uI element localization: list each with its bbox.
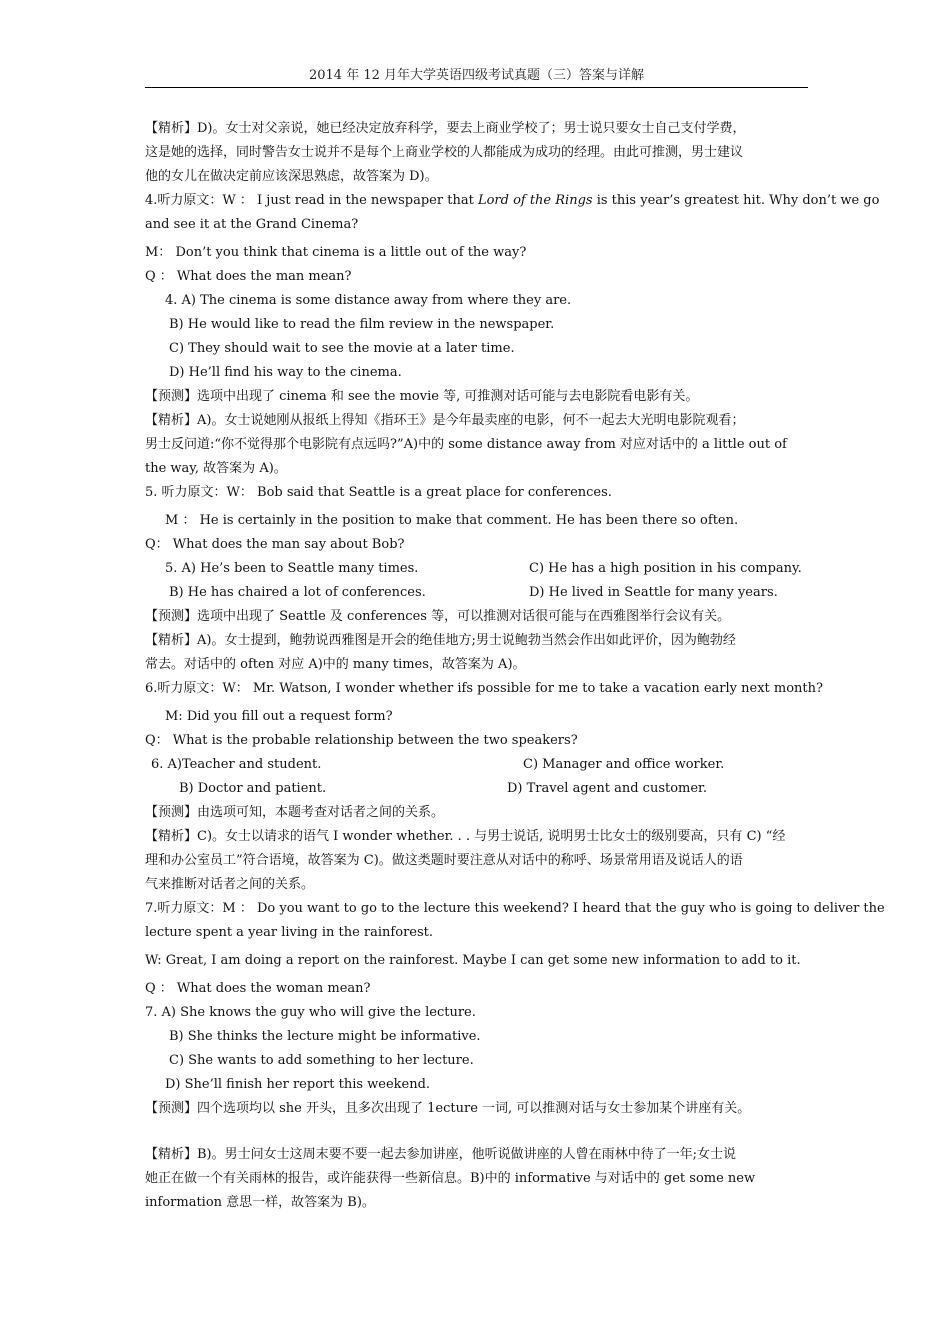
q4-option-c: C) They should wait to see the movie at a later time. bbox=[169, 341, 515, 356]
q6-option-d: D) Travel agent and customer. bbox=[507, 781, 707, 796]
q4-question: Q ： What does the man mean? bbox=[145, 269, 352, 284]
q6-transcript-woman: 6.听力原文：W： Mr. Watson, I wonder whether ifs possible for me to take a vacation early next month? bbox=[145, 681, 823, 696]
q7-option-a: 7. A) She knows the guy who will give the lecture. bbox=[145, 1005, 476, 1020]
q4-transcript-woman-cont: and see it at the Grand Cinema? bbox=[145, 217, 359, 232]
q4-analysis-line2: 男士反问道:“你不觉得那个电影院有点远吗?”A)中的 some distance away from 对应对话中的 a little out of bbox=[145, 437, 787, 452]
q6-options-row2 bbox=[145, 777, 810, 801]
q7-option-b: B) She thinks the lecture might be informative. bbox=[169, 1029, 481, 1044]
q5-question: Q： What does the man say about Bob? bbox=[145, 537, 405, 552]
q6-analysis-line2: 理和办公室员工”符合语境，故答案为 C)。做这类题时要注意从对话中的称呼、场景常用语及说话人的语 bbox=[145, 853, 743, 868]
analysis-q3-line1: 【精析】D)。女士对父亲说，她已经决定放弃科学，要去上商业学校了；男士说只要女士自己支付学费， bbox=[145, 121, 746, 136]
q7-prediction: 【预测】四个选项均以 she 开头，且多次出现了 1ecture 一词, 可以推测对话与女士参加某个讲座有关。 bbox=[145, 1101, 751, 1116]
q4-transcript-woman-c: is this year’s greatest hit. Why don’t we go bbox=[592, 193, 880, 208]
document-body bbox=[145, 117, 885, 1215]
page-header-title: 2014 年 12 月年大学英语四级考试真题（三）答案与详解 bbox=[308, 68, 645, 83]
q4-transcript-woman-a: 4.听力原文：W ： I just read in the newspaper that bbox=[145, 193, 478, 208]
q6-prediction: 【预测】由选项可知，本题考查对话者之间的关系。 bbox=[145, 805, 445, 820]
q5-options-row1 bbox=[145, 557, 810, 581]
q5-analysis-line2: 常去。对话中的 often 对应 A)中的 many times，故答案为 A)。 bbox=[145, 657, 526, 672]
q5-option-c: C) He has a high position in his company. bbox=[529, 561, 802, 576]
q6-option-b: B) Doctor and patient. bbox=[179, 781, 327, 796]
q6-analysis-line1: 【精析】C)。女士以请求的语气 I wonder whether. . . 与男士说话, 说明男士比女士的级别要高，只有 C) “经 bbox=[145, 829, 786, 844]
q5-option-d: D) He lived in Seattle for many years. bbox=[529, 585, 778, 600]
q5-analysis-line1: 【精析】A)。女士提到，鲍勃说西雅图是开会的绝佳地方;男士说鲍勃当然会作出如此评价，因为鲍勃经 bbox=[145, 633, 736, 648]
q5-options-row2 bbox=[145, 581, 810, 605]
q4-analysis-line1: 【精析】A)。女士说她刚从报纸上得知《指环王》是今年最卖座的电影，何不一起去大光明电影院观看； bbox=[145, 413, 745, 428]
q5-prediction: 【预测】选项中出现了 Seattle 及 conferences 等，可以推测对话很可能与在西雅图举行会议有关。 bbox=[145, 609, 731, 624]
q4-option-d: D) He’ll find his way to the cinema. bbox=[169, 365, 402, 380]
q4-option-b: B) He would like to read the film review in the newspaper. bbox=[169, 317, 555, 332]
q6-option-c: C) Manager and office worker. bbox=[523, 757, 725, 772]
q4-option-a: 4. A) The cinema is some distance away from where they are. bbox=[165, 293, 572, 308]
q4-analysis-line3: the way, 故答案为 A)。 bbox=[145, 461, 287, 476]
q5-option-b: B) He has chaired a lot of conferences. bbox=[169, 585, 426, 600]
analysis-q3-line3: 他的女儿在做决定前应该深思熟虑，故答案为 D)。 bbox=[145, 169, 438, 184]
analysis-q3-line2: 这是她的选择，同时警告女士说并不是每个上商业学校的人都能成为成功的经理。由此可推测，男士建议 bbox=[145, 145, 744, 160]
q5-transcript-woman: 5. 听力原文：W： Bob said that Seattle is a great place for conferences. bbox=[145, 485, 612, 500]
q6-option-a: 6. A)Teacher and student. bbox=[151, 757, 322, 772]
q5-option-a: 5. A) He’s been to Seattle many times. bbox=[165, 561, 419, 576]
q7-transcript-man: 7.听力原文：M ： Do you want to go to the lecture this weekend? I heard that the guy who is going to deliver the bbox=[145, 901, 885, 916]
q6-transcript-man: M: Did you fill out a request form? bbox=[165, 709, 393, 724]
q6-options-row1 bbox=[145, 753, 810, 777]
q4-transcript-man: M： Don’t you think that cinema is a little out of the way? bbox=[145, 245, 527, 260]
q7-analysis-line2: 她正在做一个有关雨林的报告，或许能获得一些新信息。B)中的 informative 与对话中的 get some new bbox=[145, 1171, 756, 1186]
q7-analysis-line3: information 意思一样，故答案为 B)。 bbox=[145, 1195, 375, 1210]
q4-transcript-woman bbox=[145, 189, 880, 213]
q7-transcript-man-cont: lecture spent a year living in the rainforest. bbox=[145, 925, 433, 940]
q4-prediction: 【预测】选项中出现了 cinema 和 see the movie 等, 可推测对话可能与去电影院看电影有关。 bbox=[145, 389, 699, 404]
q7-transcript-woman: W: Great, I am doing a report on the rainforest. Maybe I can get some new information to add to it. bbox=[145, 953, 801, 968]
q7-option-c: C) She wants to add something to her lecture. bbox=[169, 1053, 474, 1068]
q7-question: Q ： What does the woman mean? bbox=[145, 981, 371, 996]
header-divider bbox=[145, 87, 808, 88]
q6-analysis-line3: 气来推断对话者之间的关系。 bbox=[145, 877, 315, 892]
q5-transcript-man: M ： He is certainly in the position to make that comment. He has been there so often. bbox=[165, 513, 739, 528]
q7-option-d: D) She’ll finish her report this weekend. bbox=[165, 1077, 431, 1092]
movie-title: Lord of the Rings bbox=[477, 193, 593, 208]
q7-analysis-line1: 【精析】B)。男士问女士这周末要不要一起去参加讲座，他听说做讲座的人曾在雨林中待了一年;女士说 bbox=[145, 1147, 737, 1162]
q6-question: Q： What is the probable relationship between the two speakers? bbox=[145, 733, 578, 748]
